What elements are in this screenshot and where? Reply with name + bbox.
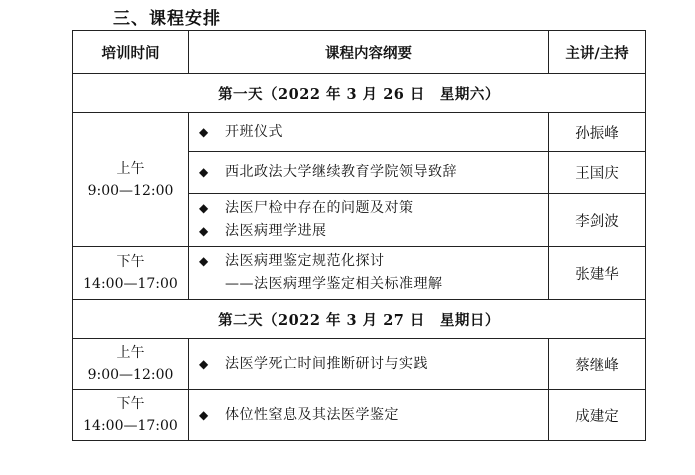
session-content bbox=[189, 339, 549, 390]
time-range: 9:00—12:00 bbox=[87, 367, 174, 383]
time-range: 14:00—17:00 bbox=[83, 418, 178, 434]
session-item: ◆ 西北政法大学继续教育学院领导致辞 bbox=[199, 161, 548, 184]
time-range: 9:00—12:00 bbox=[87, 182, 174, 199]
session-row bbox=[73, 247, 646, 300]
speaker-name: 蔡继峰 bbox=[549, 339, 646, 390]
period-label: 下午 bbox=[116, 254, 145, 270]
day-row bbox=[73, 300, 646, 339]
session-content bbox=[189, 152, 549, 194]
diamond-bullet-icon: ◆ bbox=[199, 407, 209, 422]
speaker-name: 王国庆 bbox=[549, 152, 646, 194]
session-item: ◆ 法医尸检中存在的问题及对策 bbox=[199, 197, 548, 220]
time-range: 14:00—17:00 bbox=[83, 276, 178, 292]
header-time: 培训时间 bbox=[73, 31, 189, 74]
time-slot bbox=[73, 113, 189, 247]
diamond-bullet-icon: ◆ bbox=[199, 201, 209, 215]
session-item: ◆ 法医病理学进展 bbox=[199, 220, 548, 243]
session-item: ◆ 开班仪式 bbox=[199, 121, 548, 144]
session-subitem: ——法医病理学鉴定相关标准理解 bbox=[225, 276, 443, 292]
speaker-name: 孙振峰 bbox=[549, 113, 646, 152]
period-label: 上午 bbox=[116, 160, 145, 177]
session-content bbox=[189, 113, 549, 152]
day-row bbox=[73, 74, 646, 113]
header-row bbox=[73, 31, 646, 74]
day-title: 第一天（2022 年 3 月 26 日 星期六） bbox=[73, 74, 646, 113]
session-item: ◆ 法医学死亡时间推断研讨与实践 bbox=[199, 353, 548, 376]
speaker-name: 李剑波 bbox=[549, 194, 646, 247]
section-title: 三、课程安排 bbox=[113, 9, 221, 29]
period-label: 上午 bbox=[116, 345, 145, 361]
speaker-name: 成建定 bbox=[549, 390, 646, 441]
session-content bbox=[189, 194, 549, 247]
diamond-bullet-icon: ◆ bbox=[199, 356, 209, 371]
speaker-name: 张建华 bbox=[549, 247, 646, 300]
session-item: ◆ 体位性窒息及其法医学鉴定 bbox=[199, 404, 548, 427]
period-label: 下午 bbox=[116, 396, 145, 412]
session-content bbox=[189, 390, 549, 441]
session-content bbox=[189, 247, 549, 300]
session-item: ◆ 法医病理鉴定规范化探讨 bbox=[199, 250, 548, 273]
time-slot bbox=[73, 390, 189, 441]
session-row bbox=[73, 339, 646, 390]
session-row bbox=[73, 113, 646, 152]
header-content: 课程内容纲要 bbox=[189, 31, 549, 74]
header-speaker: 主讲/主持 bbox=[549, 31, 646, 74]
diamond-bullet-icon: ◆ bbox=[199, 254, 209, 268]
diamond-bullet-icon: ◆ bbox=[199, 165, 209, 179]
diamond-bullet-icon: ◆ bbox=[199, 124, 209, 139]
diamond-bullet-icon: ◆ bbox=[199, 224, 209, 238]
time-slot bbox=[73, 339, 189, 390]
session-row bbox=[73, 390, 646, 441]
course-schedule-table bbox=[72, 30, 646, 441]
day-title: 第二天（2022 年 3 月 27 日 星期日） bbox=[73, 300, 646, 339]
time-slot bbox=[73, 247, 189, 300]
